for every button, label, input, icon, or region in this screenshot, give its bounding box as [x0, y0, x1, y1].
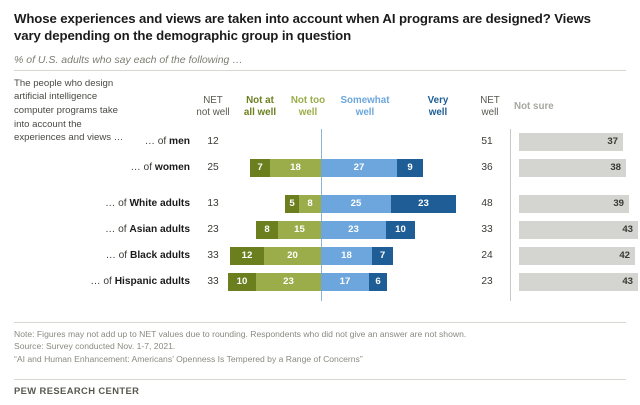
table-row [14, 245, 630, 267]
row-label: … of Hispanic adults [90, 275, 190, 287]
segment-not-sure: 38 [519, 159, 626, 177]
segment-not-at-all-well: 7 [250, 159, 270, 177]
segment-not-at-all-well: 5 [285, 195, 299, 213]
table-row [14, 271, 633, 293]
segment-not-too-well: 20 [264, 247, 321, 265]
chart-footer [14, 322, 626, 365]
segment-not-at-all-well: 8 [256, 221, 278, 239]
table-row [14, 131, 626, 153]
segment-very-well: 6 [369, 273, 387, 291]
segment-somewhat-well: 17 [321, 273, 369, 291]
row-label: … of Black adults [105, 249, 190, 261]
header-net-well: NET well [480, 94, 500, 118]
header-not-too-well: Not too well [290, 94, 326, 118]
row-net-well: 36 [481, 161, 493, 173]
row-bars [250, 159, 423, 177]
segment-not-too-well: 18 [270, 159, 321, 177]
row-net-well: 24 [481, 249, 493, 261]
table-row [14, 193, 626, 215]
segment-not-too-well: 15 [278, 221, 321, 239]
org-footer [14, 379, 626, 396]
row-label: … of women [130, 161, 190, 173]
page-title: Whose experiences and views are taken into account when AI programs are designed? Views vary depending on the demographic group in question [14, 11, 591, 44]
org-name: PEW RESEARCH CENTER [14, 385, 140, 396]
segment-somewhat-well: 25 [321, 195, 391, 213]
row-net-not-well: 25 [207, 161, 219, 173]
row-net-well: 51 [481, 135, 493, 147]
row-bars [228, 273, 387, 291]
segment-not-too-well: 23 [256, 273, 321, 291]
table-row [14, 157, 626, 179]
segment-not-at-all-well: 12 [230, 247, 264, 265]
header-not-sure: Not sure [514, 100, 554, 112]
row-net-not-well: 33 [207, 249, 219, 261]
row-label: … of Asian adults [105, 223, 190, 235]
stub-note: The people who design artificial intelligence computer programs take into account the experiences and views … [14, 77, 124, 144]
row-net-well: 33 [481, 223, 493, 235]
table-row [14, 219, 633, 241]
org-divider [14, 379, 626, 380]
segment-not-at-all-well: 10 [228, 273, 256, 291]
segment-somewhat-well: 23 [321, 221, 386, 239]
row-bars [230, 247, 393, 265]
segment-not-sure: 43 [519, 273, 638, 291]
segment-very-well: 7 [372, 247, 393, 265]
header-very-well: Very well [427, 94, 449, 118]
chart-subtitle: % of U.S. adults who say each of the following … [14, 53, 243, 66]
segment-very-well: 23 [391, 195, 456, 213]
footer-source: Source: Survey conducted Nov. 1-7, 2021. [14, 341, 176, 352]
row-net-well: 23 [481, 275, 493, 287]
header-divider [14, 70, 626, 71]
segment-not-sure: 37 [519, 133, 623, 151]
row-bars [256, 221, 415, 239]
segment-somewhat-well: 18 [321, 247, 372, 265]
footer-divider [14, 322, 626, 323]
segment-very-well: 10 [386, 221, 415, 239]
row-label: … of White adults [105, 197, 190, 209]
header-not-at-all-well: Not at all well [243, 94, 277, 118]
segment-very-well: 9 [397, 159, 423, 177]
segment-not-sure: 43 [519, 221, 638, 239]
row-bars [285, 195, 456, 213]
segment-not-too-well: 8 [299, 195, 321, 213]
row-net-not-well: 12 [207, 135, 219, 147]
row-label: … of men [144, 135, 190, 147]
footer-report-title: “AI and Human Enhancement: Americans’ Openness Is Tempered by a Range of Concerns” [14, 353, 363, 364]
segment-somewhat-well: 27 [321, 159, 397, 177]
row-net-not-well: 23 [207, 223, 219, 235]
segment-not-sure: 42 [519, 247, 635, 265]
footer-note: Note: Figures may not add up to NET values due to rounding. Respondents who did not give an answer are not shown. [14, 329, 467, 339]
segment-not-sure: 39 [519, 195, 629, 213]
header-net-not-well: NET not well [196, 94, 230, 118]
chart-area [14, 73, 633, 305]
row-net-not-well: 33 [207, 275, 219, 287]
row-net-well: 48 [481, 197, 493, 209]
header-somewhat-well: Somewhat well [340, 94, 390, 118]
row-net-not-well: 13 [207, 197, 219, 209]
